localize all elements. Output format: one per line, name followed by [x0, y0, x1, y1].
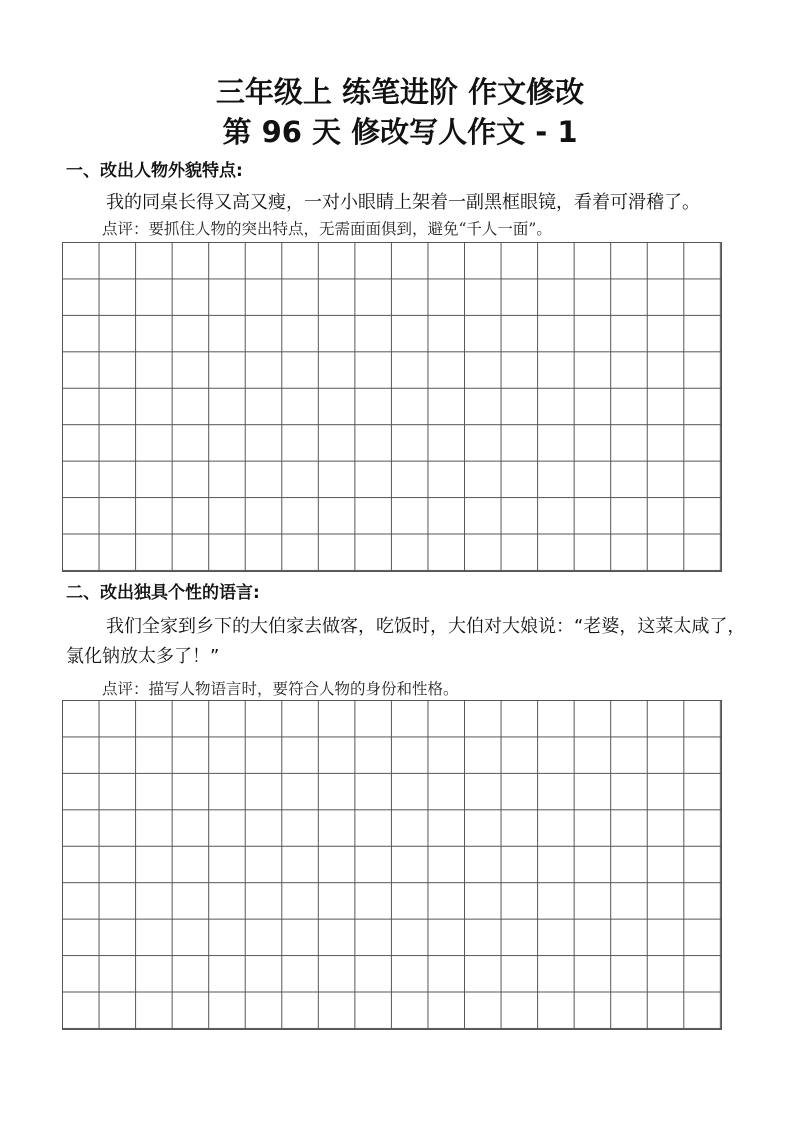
page-subtitle: 第 96 天 修改写人作文 - 1: [222, 115, 578, 149]
writing-grid-2[interactable]: [62, 700, 722, 1030]
section-2-heading: 二、改出独具个性的语言:: [66, 583, 260, 603]
section-1-comment: 点评：要抓住人物的突出特点，无需面面俱到，避免“千人一面”。: [102, 220, 552, 238]
section-2-comment: 点评：描写人物语言时，要符合人物的身份和性格。: [102, 680, 459, 698]
section-1-heading: 一、改出人物外貌特点:: [66, 161, 243, 181]
section-2-text: 我们全家到乡下的大伯家去做客，吃饭时，大伯对大娘说：“老婆，这菜太咸了，氯化钠放太多了！”: [66, 616, 746, 667]
page-title: 三年级上 练笔进阶 作文修改: [215, 75, 585, 109]
section-1-text: 我的同桌长得又高又瘦，一对小眼睛上架着一副黑框眼镜，看着可滑稽了。: [106, 192, 700, 213]
writing-grid-1[interactable]: [62, 242, 722, 572]
